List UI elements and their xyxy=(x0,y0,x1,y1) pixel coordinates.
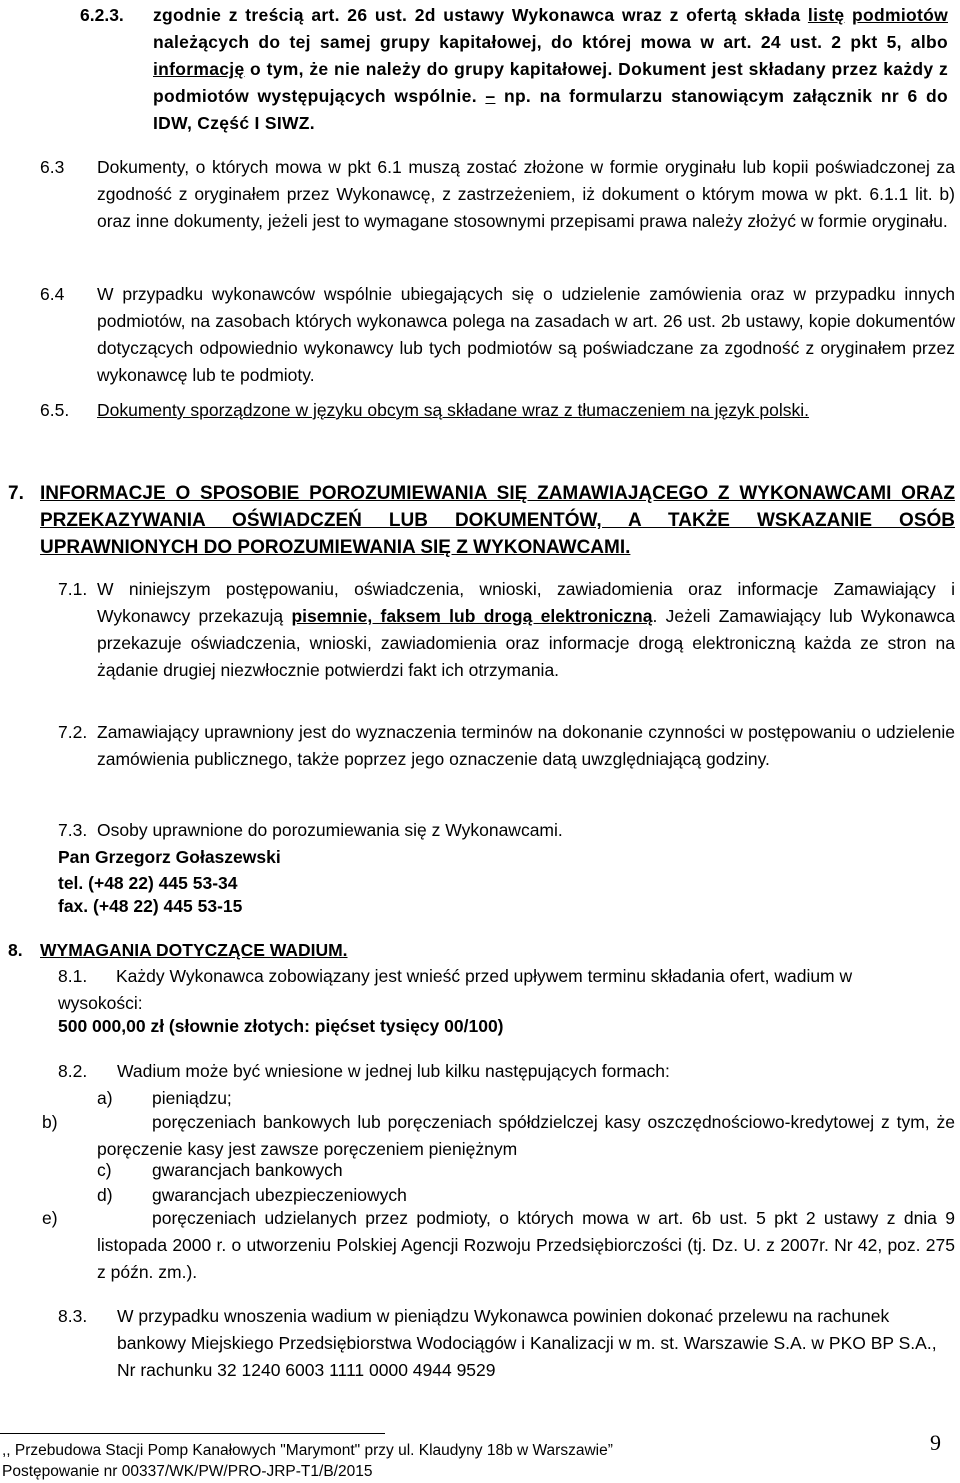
section-number: 7.3. xyxy=(58,820,88,840)
list-item-label: b) xyxy=(42,1112,58,1132)
list-item-e xyxy=(42,1205,955,1286)
page-number: 9 xyxy=(930,1430,941,1455)
section-number: 7.2. xyxy=(58,722,88,742)
section-number: 8. xyxy=(8,940,23,960)
list-item-b xyxy=(42,1109,955,1163)
text-run: o tym, że nie należy do grupy kapitałowej. Dokument jest składany przez każdy z podmiotów występujących wspólnie. xyxy=(153,59,948,106)
footer-procedure-number: Postępowanie nr 00337/WK/PW/PRO-JRP-T1/B/2015 xyxy=(2,1463,373,1480)
section-number: 8.3. xyxy=(58,1306,88,1326)
section-number: 6.5. xyxy=(40,400,70,420)
section-number: 6.2.3. xyxy=(80,5,124,25)
list-item-label: d) xyxy=(97,1185,113,1205)
section-7-2-paragraph: Zamawiający uprawniony jest do wyznaczenia terminów na dokonanie czynności w postępowaniu o udzielenie zamówienia publicznego, także poprzez jego oznaczenie datą uwzględniającą godziny. xyxy=(97,722,955,769)
list-item-text: gwarancjach ubezpieczeniowych xyxy=(152,1185,407,1205)
section-number: 7. xyxy=(8,483,24,504)
list-item-label: a) xyxy=(97,1088,113,1108)
list-item-text: poręczeniach bankowych lub poręczeniach spółdzielczej kasy oszczędnościowo-kredytowej z tym, że poręczenie kasy jest zawsze poręczeniem pieniężnym xyxy=(97,1112,955,1159)
footer-project-title: ,, Przebudowa Stacji Pomp Kanałowych "Marymont" przy ul. Klaudyny 18b w Warszawie” xyxy=(2,1442,613,1459)
section-number: 7.1. xyxy=(58,579,88,599)
section-7-1-paragraph xyxy=(97,576,955,684)
section-6-4-paragraph: W przypadku wykonawców wspólnie ubiegających się o udzielenie zamówienia oraz w przypadku innych podmiotów, na zasobach których wykonawca polega na zasadach w art. 26 ust. 2b ustawy, kopie dokumentów dotyczących odpowiednio wykonawcy lub tych podmiotów są poświadczane za zgodność z oryginałem przez wykonawcę lub te podmioty. xyxy=(97,284,955,385)
contact-fax: fax. (+48 22) 445 53-15 xyxy=(58,896,243,916)
list-item-text: pieniądzu; xyxy=(152,1088,232,1108)
section-7-3-paragraph: Osoby uprawnione do porozumiewania się z Wykonawcami. xyxy=(97,820,563,840)
section-6-2-3-paragraph xyxy=(153,2,948,137)
contact-name: Pan Grzegorz Gołaszewski xyxy=(58,847,281,867)
section-8-heading: WYMAGANIA DOTYCZĄCE WADIUM. xyxy=(40,940,348,960)
underlined-dash: – xyxy=(485,86,496,106)
section-number: 6.3 xyxy=(40,157,65,177)
text-run: . Jeżeli Zamawiający lub Wykonawca przekazuje oświadczenia, wnioski, zawiadomienia oraz informacje drogą elektroniczną każda ze stron na żądanie drugiej niezwłocznie potwierdzi fakt ich otrzymania. xyxy=(97,606,955,680)
section-8-3-paragraph: W przypadku wnoszenia wadium w pieniądzu Wykonawca powinien dokonać przelewu na rachunek bankowy Miejskiego Przedsiębiorstwa Wodociągów i Kanalizacji w m. st. Warszawie S.A. w PKO BP S.A., Nr rachunku 32 1240 6003 1111 0000 4944 9529 xyxy=(117,1306,937,1380)
section-number: 8.1. xyxy=(58,966,88,986)
section-8-2-paragraph: Wadium może być wniesione w jednej lub kilku następujących formach: xyxy=(117,1061,670,1081)
section-7-heading: INFORMACJE O SPOSOBIE POROZUMIEWANIA SIĘ ZAMAWIAJĄCEGO Z WYKONAWCAMI ORAZ PRZEKAZYWANIA OŚWIADCZEŃ LUB DOKUMENTÓW, A TAKŻE WSKAZANIE OSÓB UPRAWNIONYCH DO POROZUMIEWANIA SIĘ Z WYKONAWCAMI. xyxy=(40,483,955,558)
section-6-5-paragraph: Dokumenty sporządzone w języku obcym są składane wraz z tłumaczeniem na język polski. xyxy=(97,400,809,420)
list-item-label: c) xyxy=(97,1160,112,1180)
section-6-3-paragraph: Dokumenty, o których mowa w pkt 6.1 muszą zostać złożone w formie oryginału lub kopii poświadczonej za zgodność z oryginałem przez Wykonawcę, z zastrzeżeniem, iż dokument o którym mowa w pkt. 6.1.1 lit. b) oraz inne dokumenty, jeżeli jest to wymagane stosownymi przepisami prawa należy złożyć w formie oryginału. xyxy=(97,157,955,231)
list-item-text: poręczeniach udzielanych przez podmioty, o których mowa w art. 6b ust. 5 pkt 2 ustawy z dnia 9 listopada 2000 r. o utworzeniu Polskiej Agencji Rozwoju Przedsiębiorczości (tj. Dz. U. z 2007r. Nr 42, poz. 275 z późn. zm.). xyxy=(97,1208,955,1282)
underlined-term: podmiotów xyxy=(851,5,948,25)
wadium-amount: 500 000,00 zł (słownie złotych: pięćset tysięcy 00/100) xyxy=(58,1016,504,1036)
text-run: W niniejszym postępowaniu, oświadczenia, wnioski, zawiadomienia oraz informacje Zamawiający i Wykonawcy przekazują xyxy=(97,579,955,626)
footer-divider xyxy=(0,1433,385,1434)
text-run: należących do tej samej grupy kapitałowej, do której mowa w art. 24 ust. 2 pkt 5, albo xyxy=(153,32,948,52)
text-run: zgodnie z treścią art. 26 ust. 2d ustawy Wykonawca wraz z ofertą składa xyxy=(153,5,808,25)
bold-underlined-term: pisemnie, faksem lub drogą elektroniczną xyxy=(291,606,653,626)
contact-phone: tel. (+48 22) 445 53-34 xyxy=(58,873,238,893)
underlined-term: listę xyxy=(807,5,845,25)
list-item-label: e) xyxy=(42,1208,58,1228)
text-run: np. na formularzu stanowiącym załącznik nr 6 do IDW, Część I SIWZ. xyxy=(153,86,948,133)
section-number: 6.4 xyxy=(40,284,65,304)
underlined-term: informację xyxy=(153,59,245,79)
list-item-text: gwarancjach bankowych xyxy=(152,1160,343,1180)
section-number: 8.2. xyxy=(58,1061,88,1081)
section-8-1-paragraph: Każdy Wykonawca zobowiązany jest wnieść przed upływem terminu składania ofert, wadium w wysokości: xyxy=(58,966,853,1013)
